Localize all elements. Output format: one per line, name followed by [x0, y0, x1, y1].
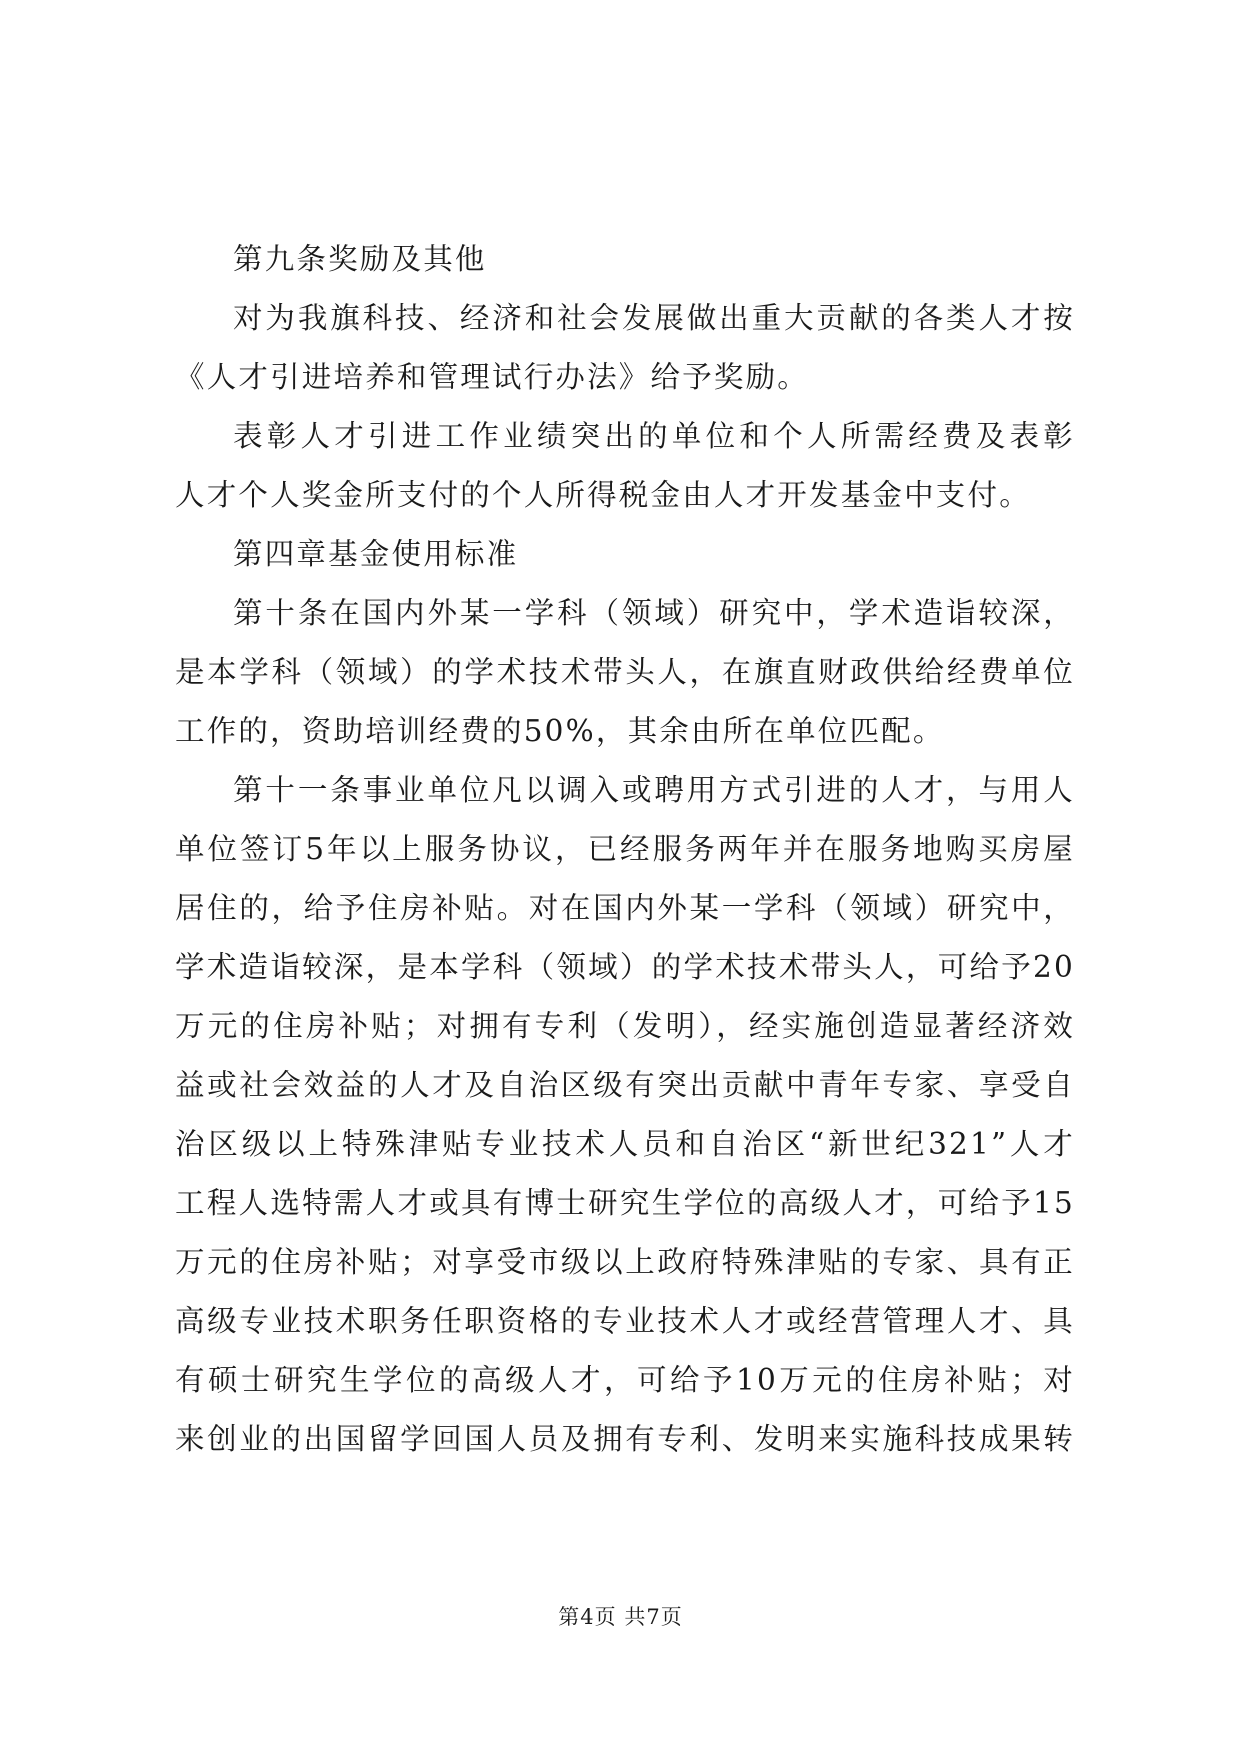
- paragraph-line: 益或社会效益的人才及自治区级有突出贡献中青年专家、享受自: [175, 1068, 1075, 1102]
- paragraph-line: 表彰人才引进工作业绩突出的单位和个人所需经费及表彰: [233, 419, 1075, 453]
- paragraph-line: 有硕士研究生学位的高级人才，可给予10万元的住房补贴；对: [175, 1363, 1075, 1397]
- paragraph-line: 第十条在国内外某一学科（领域）研究中，学术造诣较深，: [233, 596, 1075, 630]
- paragraph-line: 第十一条事业单位凡以调入或聘用方式引进的人才，与用人: [233, 773, 1075, 807]
- paragraph-line: 万元的住房补贴；对拥有专利（发明），经实施创造显著经济效: [175, 1009, 1075, 1043]
- paragraph-line: 万元的住房补贴；对享受市级以上政府特殊津贴的专家、具有正: [175, 1245, 1075, 1279]
- paragraph-line: 高级专业技术职务任职资格的专业技术人才或经营管理人才、具: [175, 1304, 1075, 1338]
- section-heading: 第九条奖励及其他: [233, 242, 487, 276]
- paragraph-line: 治区级以上特殊津贴专业技术人员和自治区“新世纪321”人才: [175, 1127, 1075, 1161]
- paragraph-line: 对为我旗科技、经济和社会发展做出重大贡献的各类人才按: [233, 301, 1075, 335]
- paragraph-line: 工作的，资助培训经费的50%，其余由所在单位匹配。: [175, 714, 945, 748]
- document-body: [175, 230, 1075, 1469]
- paragraph-line: 是本学科（领域）的学术技术带头人，在旗直财政供给经费单位: [175, 655, 1075, 689]
- paragraph-line: 来创业的出国留学回国人员及拥有专利、发明来实施科技成果转: [175, 1422, 1075, 1456]
- paragraph-line: 单位签订5年以上服务协议，已经服务两年并在服务地购买房屋: [175, 832, 1075, 866]
- page-number-footer: 第4页 共7页: [558, 1605, 683, 1629]
- paragraph-line: 人才个人奖金所支付的个人所得税金由人才开发基金中支付。: [175, 478, 1031, 512]
- chapter-heading: 第四章基金使用标准: [233, 537, 519, 571]
- paragraph-line: 学术造诣较深，是本学科（领域）的学术技术带头人，可给予20: [175, 950, 1075, 984]
- paragraph-line: 居住的，给予住房补贴。对在国内外某一学科（领域）研究中，: [175, 891, 1075, 925]
- paragraph-line: 工程人选特需人才或具有博士研究生学位的高级人才，可给予15: [175, 1186, 1075, 1220]
- paragraph-line: 《人才引进培养和管理试行办法》给予奖励。: [175, 360, 810, 394]
